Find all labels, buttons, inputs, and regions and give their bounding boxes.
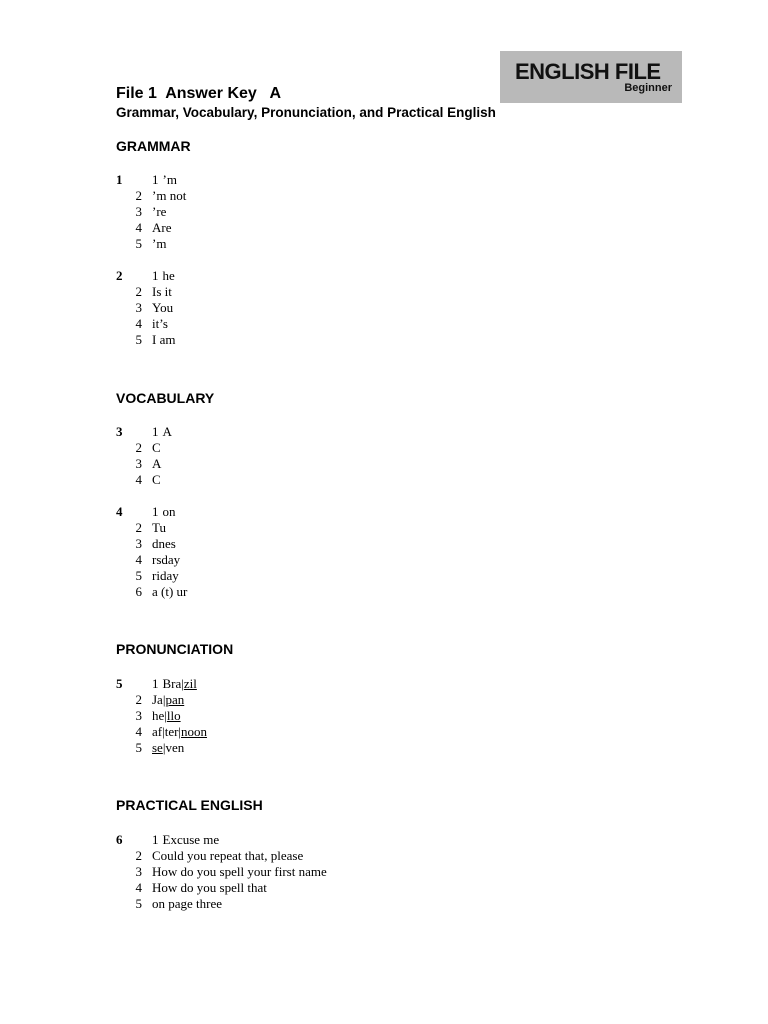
question-number: 5 [116,676,123,691]
answer-line: 3 he|llo [135,708,181,723]
answer-line: 4 rsday [135,552,181,567]
answer-line: 5 riday [135,568,179,583]
answer-line: 3 How do you spell your first name [135,864,327,879]
logo-title: ENGLISH FILE [515,59,661,84]
answer-line: 1 he [152,268,175,283]
answer-line: 1 Bra|zil [152,676,197,691]
answer-line: 4 it’s [135,316,168,331]
question-number: 4 [116,504,123,519]
answer-line: 3 A [135,456,162,471]
answer-line: 4 How do you spell that [135,880,267,895]
answer-line: 1 on [152,504,176,519]
answer-line: 3 You [135,300,174,315]
answer-line: 4 Are [135,220,172,235]
answer-line: 2 Could you repeat that, please [135,848,304,863]
logo-level: Beginner [624,82,672,94]
answer-line: 5 se|ven [135,740,185,755]
page-subtitle: Grammar, Vocabulary, Pronunciation, and Practical English [116,105,496,120]
answer-line: 2 C [135,440,161,455]
answer-line: 2 Is it [135,284,172,299]
answer-line: 6 a (t) ur [135,584,188,599]
question-number: 1 [116,172,123,187]
answer-line: 1 A [152,424,172,439]
page-title: File 1 Answer Key A [116,85,282,102]
question-number: 2 [116,268,123,283]
answer-line: 2 Ja|pan [135,692,185,707]
answer-line: 5 on page three [135,896,223,911]
answer-line: 3 ’re [135,204,167,219]
answer-line: 2 Tu [135,520,166,535]
answer-line: 5 ’m [135,236,167,251]
section-vocabulary: VOCABULARY [116,390,215,406]
answer-line: 1 ’m [152,172,177,187]
answer-line: 3 dnes [135,536,176,551]
question-number: 3 [116,424,123,439]
english-file-logo [500,51,682,103]
section-pronunciation: PRONUNCIATION [116,641,234,657]
answer-line: 2 ’m not [135,188,187,203]
section-grammar: GRAMMAR [116,138,191,154]
answer-line: 1 Excuse me [152,832,220,847]
answer-line: 4 af|ter|noon [135,724,208,739]
answer-line: 5 I am [135,332,176,347]
question-number: 6 [116,832,123,847]
answer-line: 4 C [135,472,161,487]
section-practical-english: PRACTICAL ENGLISH [116,797,263,813]
